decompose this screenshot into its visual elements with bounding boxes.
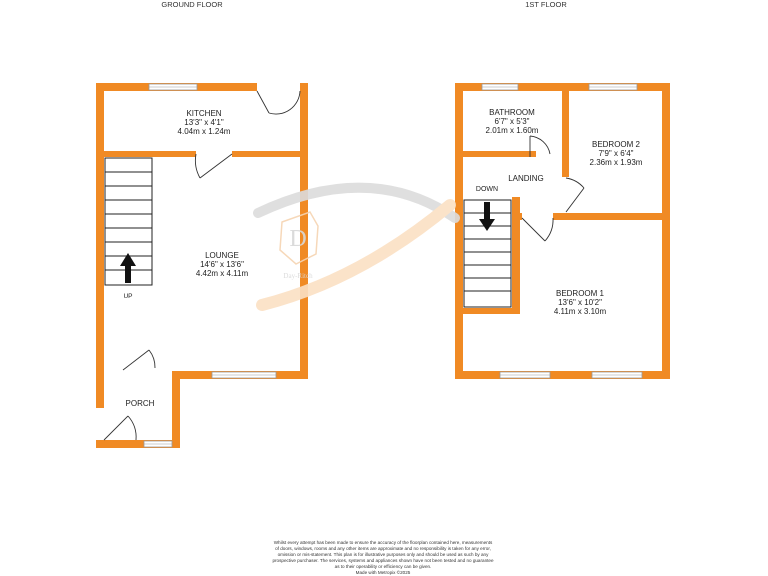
bedroom1-name: BEDROOM 1 [555, 289, 605, 298]
kitchen-imperial: 13'3" x 4'1" [184, 118, 224, 127]
ground-floor-title: GROUND FLOOR [161, 0, 223, 9]
bathroom-window [482, 84, 518, 90]
bathroom-imperial: 6'7" x 5'3" [494, 117, 530, 126]
kitchen-name: KITCHEN [186, 109, 222, 118]
lounge-name: LOUNGE [205, 251, 239, 260]
bedroom2-window [589, 84, 637, 90]
bedroom1-metric: 4.11m x 3.10m [553, 307, 607, 316]
bedroom2-bottom-wall [569, 213, 662, 220]
disclaimer-line: of doors, windows, rooms and any other items are approximate and no responsibility is taken for any error, [275, 546, 491, 551]
stairs-up-label: UP [123, 293, 133, 300]
stairwell-wall [512, 197, 520, 314]
kitchen-metric: 4.04m x 1.24m [177, 127, 231, 136]
room-label-bedroom1 [554, 289, 607, 316]
porch-name: PORCH [125, 399, 155, 408]
room-label-landing [508, 174, 544, 183]
lounge-window [212, 372, 276, 378]
porch-door-window [144, 441, 172, 447]
bedroom1-window-right [592, 372, 642, 378]
room-label-porch [126, 399, 155, 408]
watermark-letter: D [289, 226, 307, 252]
disclaimer-line: prospective purchaser. The services, systems and appliances shown have not been tested and no guarantee [272, 558, 494, 563]
disclaimer-line: Whilst every attempt has been made to ensure the accuracy of the floorplan contained here, measurements [273, 540, 493, 545]
bathroom-wall [463, 151, 536, 157]
bedroom2-left-wall [562, 91, 569, 177]
disclaimer-line: as to their operability or efficiency can be given. [334, 564, 432, 569]
bedroom2-name: BEDROOM 2 [591, 140, 641, 149]
bedroom2-imperial: 7'9" x 6'4" [598, 149, 634, 158]
bathroom-metric: 2.01m x 1.60m [485, 126, 539, 135]
landing-name: LANDING [508, 174, 544, 183]
disclaimer-line: Made with Metropix ©2025 [355, 570, 411, 575]
disclaimer [272, 540, 494, 575]
stairwell-bottom-wall [463, 308, 520, 314]
bedroom1-imperial: 13'6" x 10'2" [558, 298, 602, 307]
bathroom-name: BATHROOM [489, 108, 535, 117]
watermark-brand: Day-Ritch [283, 272, 313, 280]
lounge-metric: 4.42m x 4.11m [195, 269, 249, 278]
stairs-down-label: DOWN [475, 186, 499, 193]
kitchen-window [149, 84, 197, 90]
lounge-imperial: 14'6" x 13'6" [200, 260, 244, 269]
bedroom1-window-left [500, 372, 550, 378]
disclaimer-line: omission or mis-statement. This plan is for illustrative purposes only and should be used as such by any [277, 552, 489, 557]
first-floor-title: 1ST FLOOR [525, 0, 567, 9]
bedroom2-metric: 2.36m x 1.93m [589, 158, 643, 167]
